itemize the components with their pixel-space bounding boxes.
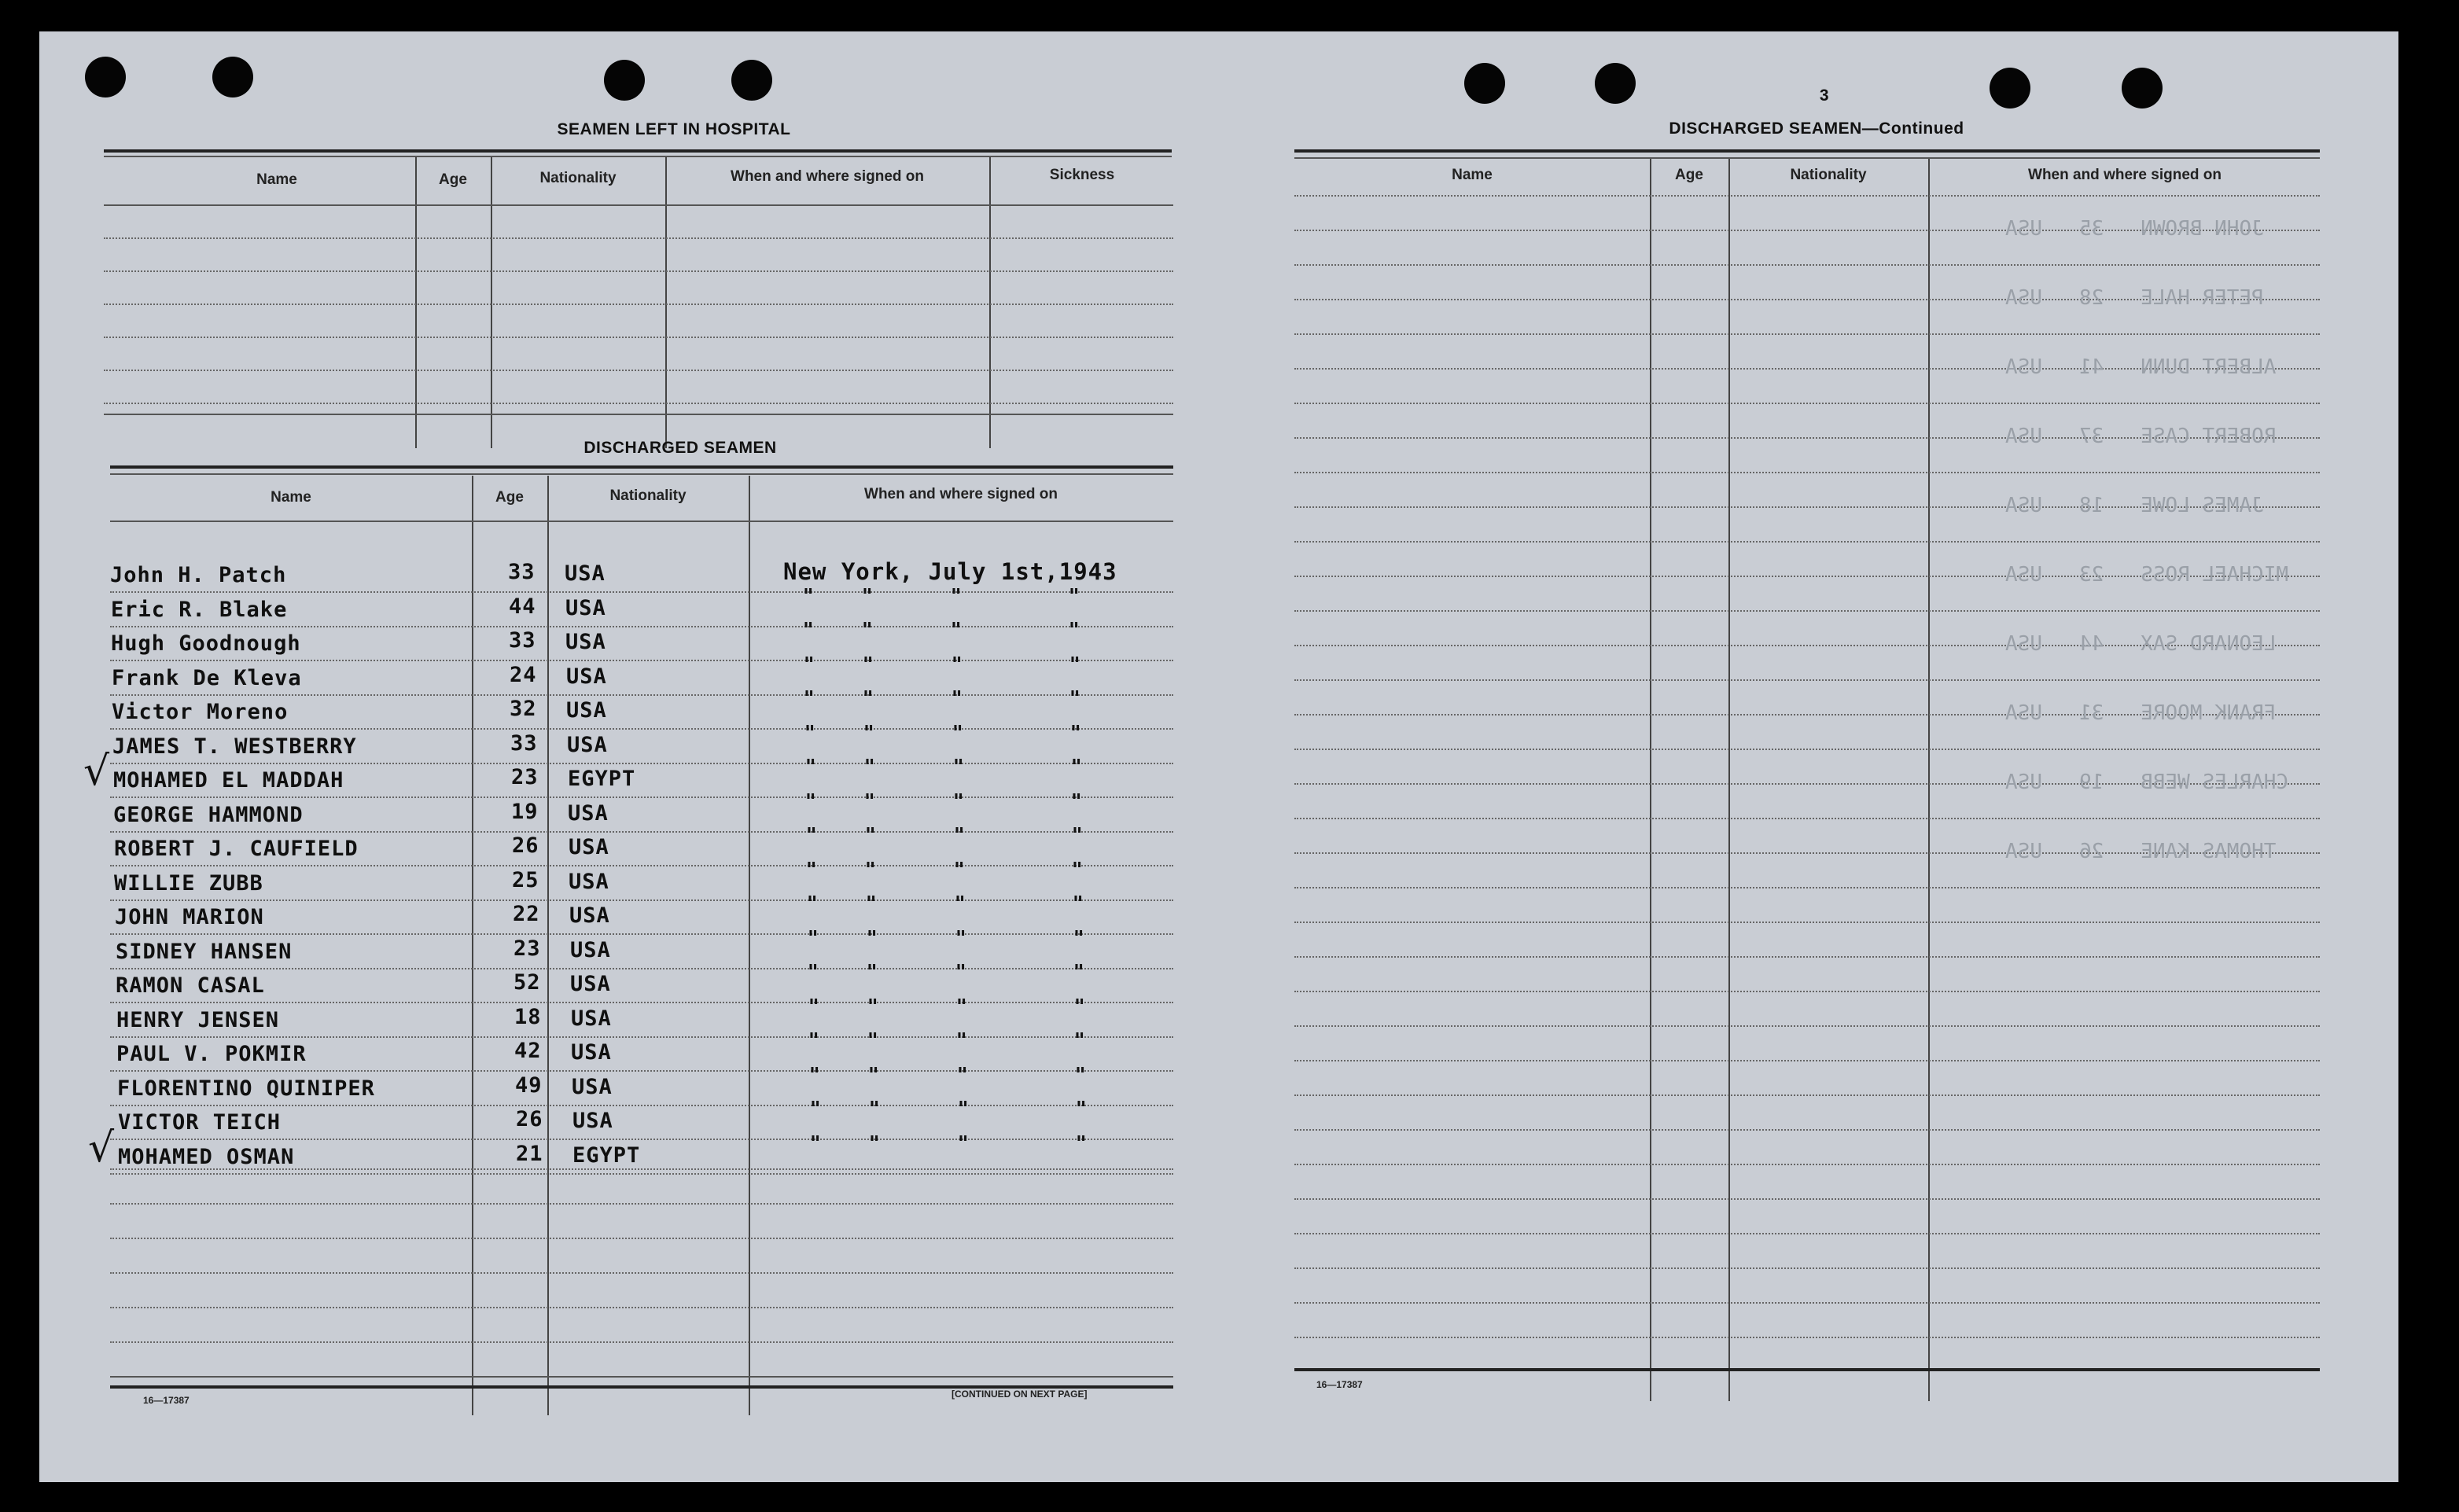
seaman-nationality: USA [569,870,609,894]
right-col-nationality: Nationality [1790,167,1867,183]
ditto-mark: " [955,961,966,984]
hospital-col-nationality: Nationality [539,170,617,186]
ditto-mark: " [954,859,965,882]
ditto-mark: " [863,653,874,677]
ditto-mark: " [804,653,815,677]
right-section-title: DISCHARGED SEAMEN—Continued [1669,120,1964,138]
seaman-name: ROBERT J. CAUFIELD [114,837,359,861]
seaman-nationality: USA [565,561,606,586]
seaman-name: PAUL V. POKMIR [116,1042,307,1066]
seaman-nationality: USA [572,1075,613,1099]
seaman-nationality: USA [567,733,608,757]
ditto-mark: " [803,585,814,609]
ditto-mark: " [805,790,816,814]
seaman-name: WILLIE ZUBB [114,871,263,896]
ditto-mark: " [865,859,876,882]
row-checkmark: √ [88,1124,115,1172]
ditto-mark: " [864,756,875,779]
ditto-mark: " [952,653,963,677]
document-sheet [39,31,2398,1482]
ditto-mark: " [808,927,819,951]
seaman-name: JOHN MARION [115,905,264,929]
seaman-age: 19 [511,800,539,824]
ditto-mark: " [953,790,964,814]
discharged-col-age: Age [495,489,524,506]
ditto-mark: " [1072,824,1083,848]
seaman-signed-on: New York, July 1st,1943 [783,558,1117,585]
seaman-age: 32 [510,697,537,721]
seaman-nationality: USA [566,698,607,723]
hospital-col-sickness: Sickness [1049,167,1115,183]
seaman-age: 18 [514,1005,542,1029]
ditto-mark: " [804,722,815,745]
seaman-age: 49 [515,1073,543,1098]
seaman-age: 22 [513,902,540,926]
hospital-col-name: Name [256,171,297,188]
ditto-mark: " [1076,1098,1087,1121]
seaman-age: 33 [510,731,538,756]
ditto-mark: " [1071,790,1082,814]
ditto-mark: " [1069,585,1080,609]
ditto-mark: " [1073,961,1084,984]
ditto-mark: " [1069,653,1080,677]
discharged-col-nationality: Nationality [609,487,687,504]
seaman-age: 42 [514,1039,542,1063]
ditto-mark: " [955,927,966,951]
ditto-mark: " [1070,722,1081,745]
seaman-name: GEORGE HAMMOND [113,803,304,827]
ditto-mark: " [867,995,878,1019]
ditto-mark: " [1073,927,1084,951]
ditto-mark: " [810,1098,821,1121]
seaman-name: Eric R. Blake [111,598,288,622]
ditto-mark: " [804,687,815,711]
ditto-mark: " [951,585,962,609]
discharged-col-signed-on: When and where signed on [864,486,1058,502]
seaman-name: John H. Patch [110,563,287,587]
ditto-mark: " [1074,995,1085,1019]
ditto-mark: " [867,927,878,951]
ditto-mark: " [867,961,878,984]
ditto-mark: " [809,1064,820,1087]
ditto-mark: " [951,619,962,642]
seaman-age: 33 [509,628,536,653]
discharged-col-name: Name [271,489,311,506]
seaman-nationality: EGYPT [572,1143,641,1168]
seaman-name: VICTOR TEICH [118,1110,282,1135]
ditto-mark: " [1075,1064,1086,1087]
ditto-mark: " [803,619,814,642]
ditto-mark: " [869,1098,880,1121]
right-col-age: Age [1675,167,1703,183]
seaman-nationality: USA [570,972,611,996]
ditto-mark: " [868,1064,879,1087]
right-col-name: Name [1452,167,1493,183]
seaman-name: JAMES T. WESTBERRY [112,734,357,759]
left-form-number: 16—17387 [143,1395,190,1406]
seaman-name: FLORENTINO QUINIPER [117,1076,375,1101]
right-form-number: 16—17387 [1316,1379,1363,1390]
ditto-mark: " [863,687,874,711]
ditto-mark: " [808,995,819,1019]
seaman-name: Hugh Goodnough [111,631,301,656]
seaman-name: RAMON CASAL [116,973,265,998]
seaman-nationality: USA [571,1006,612,1031]
discharged-section-title: DISCHARGED SEAMEN [583,439,777,457]
ditto-mark: " [865,824,876,848]
hospital-col-age: Age [439,171,467,188]
seaman-name: Victor Moreno [112,700,289,724]
ditto-mark: " [807,892,818,916]
ditto-mark: " [1076,1132,1087,1156]
seaman-name: SIDNEY HANSEN [116,940,293,964]
ditto-mark: " [953,756,964,779]
ditto-mark: " [952,722,963,745]
ditto-mark: " [863,722,874,745]
ditto-mark: " [808,1029,819,1053]
ditto-mark: " [1074,1029,1085,1053]
hospital-section-title: SEAMEN LEFT IN HOSPITAL [557,120,791,138]
seaman-age: 25 [512,868,539,892]
right-col-signed-on: When and where signed on [2028,167,2222,183]
ditto-mark: " [956,1029,967,1053]
ditto-mark: " [808,961,819,984]
ditto-mark: " [862,585,873,609]
seaman-nationality: USA [569,903,610,928]
seaman-nationality: USA [572,1109,613,1133]
seaman-age: 24 [510,663,537,687]
right-page: 3 DISCHARGED SEAMEN—Continued Name Age Nationality When and where signed on 16—17387 JOHN BROWN 35 USA PETER HALE 28 USA ALBERT DUNN 41 USA ROBERT CASE 37 USA JAMES LOWE 18 USA MICHAEL ROSS 23 USA LEONARD SAX 44 USA FRANK MOORE 31 USA CHARLES WEBB 19 USA THOMAS KANE 26 USA [1219,31,2398,1482]
seaman-age: 26 [512,833,539,858]
seaman-age: 26 [516,1107,543,1131]
ditto-mark: " [1073,892,1084,916]
seaman-nationality: USA [565,596,606,620]
ditto-mark: " [957,1064,968,1087]
ditto-mark: " [1069,687,1080,711]
seaman-name: MOHAMED OSMAN [118,1145,295,1169]
seaman-name: Frank De Kleva [112,666,302,690]
ditto-mark: " [864,790,875,814]
seaman-nationality: USA [569,835,609,859]
ditto-mark: " [956,995,967,1019]
left-page [39,31,1187,1482]
seaman-age: 44 [509,594,536,619]
ditto-mark: " [958,1132,969,1156]
row-checkmark: √ [83,748,110,795]
seaman-nationality: EGYPT [568,767,636,791]
ditto-mark: " [1069,619,1080,642]
ditto-mark: " [869,1132,880,1156]
ditto-mark: " [958,1098,969,1121]
ditto-mark: " [866,892,877,916]
ditto-mark: " [867,1029,878,1053]
ditto-mark: " [862,619,873,642]
seaman-nationality: USA [568,801,609,826]
seaman-nationality: USA [565,630,606,654]
hospital-col-signed-on: When and where signed on [731,168,924,185]
seaman-age: 33 [508,560,536,584]
ditto-mark: " [1072,859,1083,882]
ditto-mark: " [810,1132,821,1156]
seaman-nationality: USA [566,664,607,689]
seaman-name: HENRY JENSEN [116,1008,280,1032]
seaman-age: 52 [514,970,541,995]
seaman-age: 23 [511,765,539,789]
seaman-nationality: USA [570,938,611,962]
continued-note: [CONTINUED ON NEXT PAGE] [952,1389,1088,1400]
ditto-mark: " [1071,756,1082,779]
ditto-mark: " [806,859,817,882]
ditto-mark: " [955,892,966,916]
seaman-nationality: USA [571,1040,612,1065]
seaman-name: MOHAMED EL MADDAH [113,768,344,793]
ditto-mark: " [805,756,816,779]
seaman-age: 21 [516,1142,543,1166]
ditto-mark: " [952,687,963,711]
ditto-mark: " [954,824,965,848]
page-number: 3 [1819,86,1830,105]
ditto-mark: " [806,824,817,848]
seaman-age: 23 [514,936,541,961]
